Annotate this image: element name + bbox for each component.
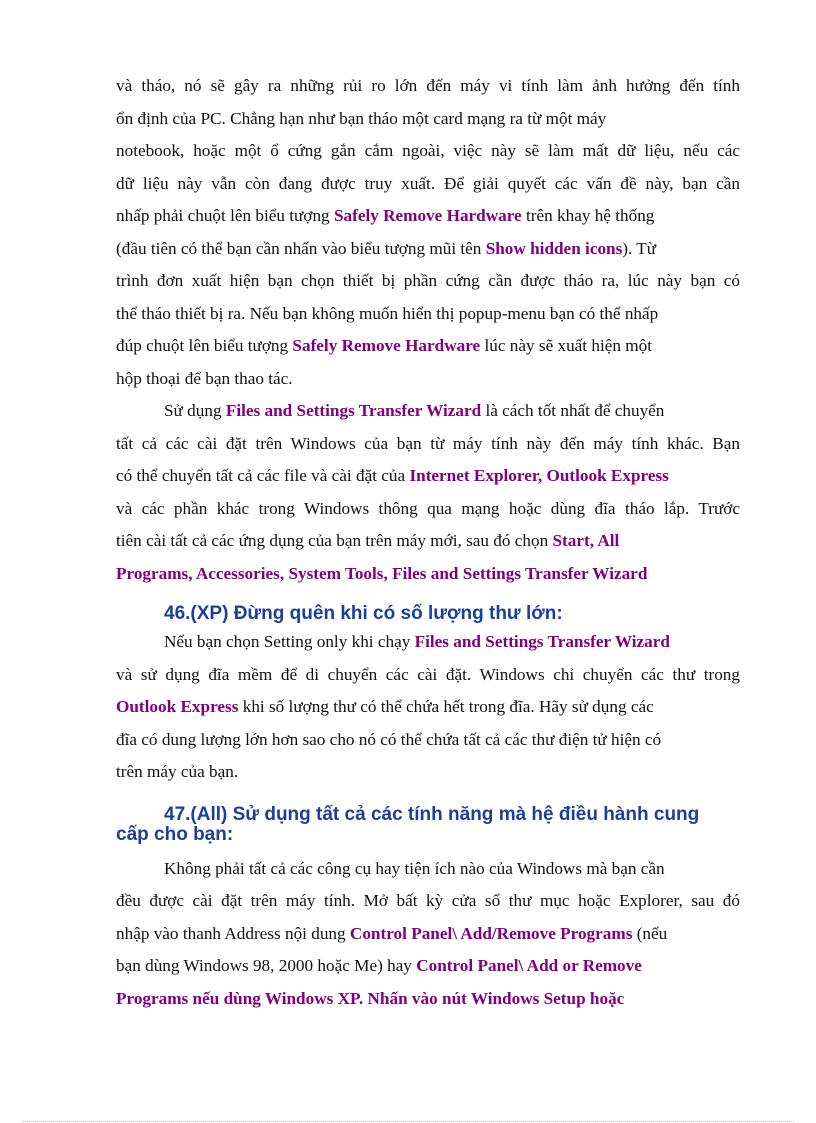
highlight-term: Files and Settings Transfer Wizard — [414, 632, 670, 651]
text-line: đúp chuột lên biểu tượng Safely Remove Hardware lúc này sẽ xuất hiện một — [116, 336, 653, 355]
highlight-term: Safely Remove Hardware — [333, 206, 522, 225]
text-line: bạn dùng Windows 98, 2000 hoặc Me) hay Control Panel\ Add or Remove — [116, 956, 642, 975]
text-line: tiên cài tất cả các ứng dụng của bạn trên máy mới, sau đó chọn Start, All — [116, 531, 620, 550]
text-line: đĩa có dung lượng lớn hơn sao cho nó có thể chứa tất cả các thư điện tử hiện có — [116, 729, 662, 749]
text-line: (đầu tiên có thể bạn cần nhấn vào biểu tượng mũi tên Show hidden icons). Từ — [116, 238, 657, 258]
document-page — [116, 70, 740, 1015]
highlight-term: Start, All — [552, 531, 620, 550]
text-line: thể tháo thiết bị ra. Nếu bạn không muốn hiển thị popup-menu bạn có thể nhấp — [116, 303, 659, 323]
highlight-term: Control Panel\ Add/Remove Programs — [349, 923, 633, 943]
text-line: hộp thoại để bạn thao tác. — [116, 368, 293, 388]
text-line: và tháo, nó sẽ gây ra những rủi ro lớn đến máy vi tính làm ảnh hưởng đến tính — [116, 76, 740, 95]
text-line: trình đơn xuất hiện bạn chọn thiết bị phần cứng cần được tháo ra, lúc này bạn có — [116, 271, 740, 290]
text-line: dữ liệu này vẫn còn đang được truy xuất. Để giải quyết các vấn đề này, bạn cần — [116, 173, 740, 193]
paragraph-transfer-wizard — [116, 395, 740, 590]
highlight-line: Programs nếu dùng Windows XP. Nhấn vào nút Windows Setup hoặc — [116, 988, 625, 1008]
paragraph-section-46 — [116, 626, 740, 789]
text-line: Outlook Express khi số lượng thư có thể chứa hết trong đĩa. Hãy sử dụng các — [116, 697, 654, 716]
text-line: và các phần khác trong Windows thông qua mạng hoặc dùng đĩa tháo lắp. Trước — [116, 498, 740, 518]
highlight-term: Outlook Express — [116, 697, 239, 716]
page-bottom-divider — [22, 1121, 794, 1122]
text-line: tất cả các cài đặt trên Windows của bạn từ máy tính này đến máy tính khác. Bạn — [116, 433, 740, 453]
highlight-line: Programs, Accessories, System Tools, Files and Settings Transfer Wizard — [116, 563, 648, 583]
text-line: Nếu bạn chọn Setting only khi chạy Files and Settings Transfer Wizard — [164, 632, 670, 651]
section-heading-47: 47.(All) Sử dụng tất cả các tính năng mà hệ điều hành cung cấp cho bạn: — [116, 803, 700, 845]
text-line: nhấp phải chuột lên biểu tượng Safely Remove Hardware trên khay hệ thống — [116, 206, 655, 225]
text-line: có thể chuyển tất cả các file và cài đặt của Internet Explorer, Outlook Express — [116, 466, 669, 485]
highlight-term: Show hidden icons — [485, 238, 623, 258]
paragraph-section-47 — [116, 853, 740, 1016]
text-line: notebook, hoặc một ổ cứng gắn cắm ngoài, việc này sẽ làm mất dữ liệu, nếu các — [116, 141, 740, 160]
text-line: trên máy của bạn. — [116, 762, 239, 781]
text-line: Sử dụng Files and Settings Transfer Wizard là cách tốt nhất để chuyển — [164, 401, 665, 420]
paragraph-safely-remove — [116, 70, 740, 395]
highlight-term: Control Panel\ Add or Remove — [416, 956, 642, 975]
highlight-term: Files and Settings Transfer Wizard — [225, 401, 482, 420]
highlight-term: Internet Explorer, Outlook Express — [409, 466, 669, 485]
text-line: và sử dụng đĩa mềm để di chuyển các cài đặt. Windows chỉ chuyển các thư trong — [116, 664, 740, 684]
text-line: Không phải tất cả các công cụ hay tiện ích nào của Windows mà bạn cần — [164, 858, 665, 878]
text-line: đều được cài đặt trên máy tính. Mở bất kỳ cửa sổ thư mục hoặc Explorer, sau đó — [116, 891, 740, 910]
section-heading-46: 46.(XP) Đừng quên khi có số lượng thư lớn: — [164, 603, 563, 624]
highlight-term: Safely Remove Hardware — [292, 336, 481, 355]
text-line: nhập vào thanh Address nội dung Control Panel\ Add/Remove Programs (nếu — [116, 923, 668, 943]
text-line: ổn định của PC. Chẳng hạn như bạn tháo một card mạng ra từ một máy — [116, 108, 607, 128]
